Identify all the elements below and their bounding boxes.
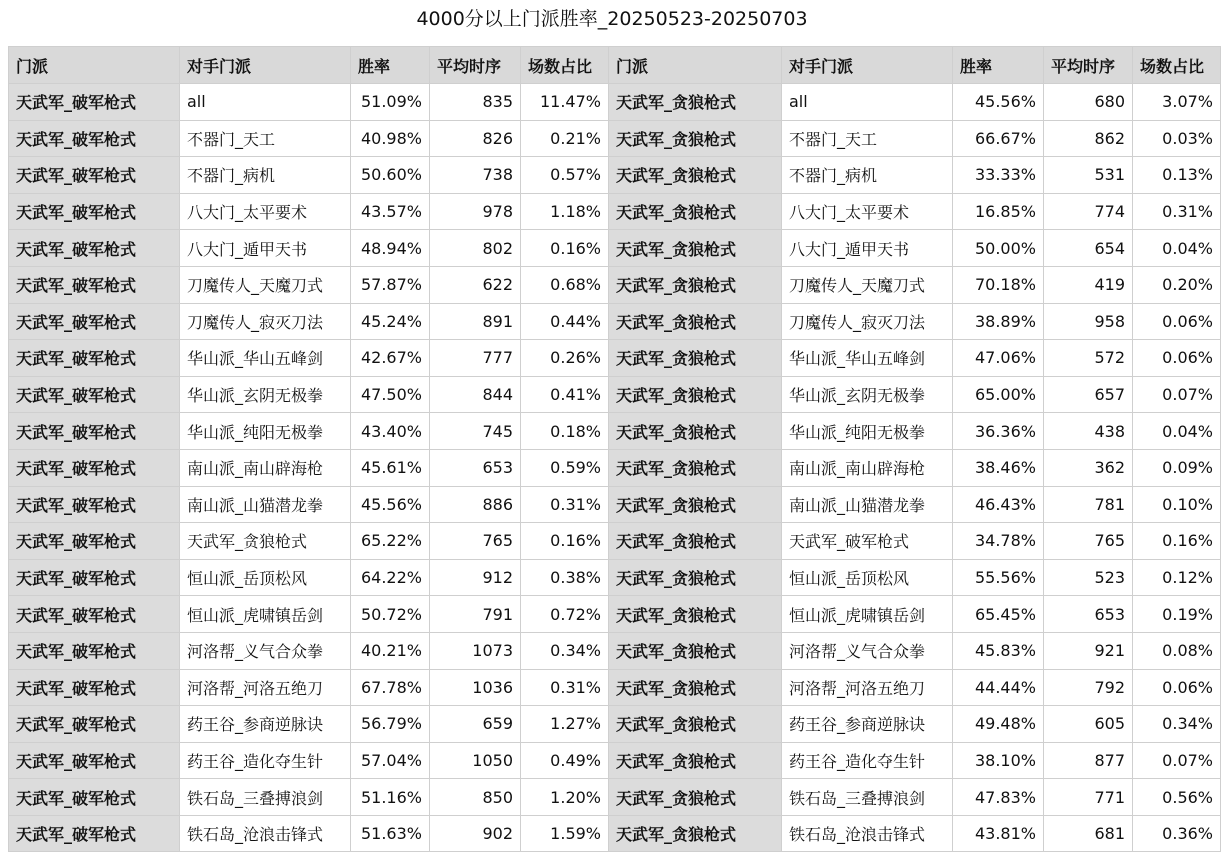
winrate-cell[interactable]: 65.45% xyxy=(953,596,1044,633)
opponent-cell[interactable]: 不器门_天工 xyxy=(180,120,351,157)
winrate-cell[interactable]: 57.04% xyxy=(351,742,430,779)
avg-time-cell[interactable]: 572 xyxy=(1044,340,1133,377)
opponent-cell[interactable]: 不器门_天工 xyxy=(782,120,953,157)
table-row xyxy=(9,449,1221,486)
table-body xyxy=(9,84,1221,852)
school-cell[interactable]: 天武军_贪狼枪式 xyxy=(609,266,782,303)
avg-time-cell[interactable]: 765 xyxy=(1044,523,1133,560)
opponent-cell[interactable]: 铁石岛_三叠搏浪剑 xyxy=(180,779,351,816)
winrate-cell[interactable]: 43.57% xyxy=(351,193,430,230)
school-cell[interactable]: 天武军_贪狼枪式 xyxy=(609,84,782,121)
school-cell[interactable]: 天武军_破军枪式 xyxy=(9,669,180,706)
avg-time-cell[interactable]: 774 xyxy=(1044,193,1133,230)
school-cell[interactable]: 天武军_破军枪式 xyxy=(9,632,180,669)
opponent-cell[interactable]: 刀魔传人_寂灭刀法 xyxy=(180,303,351,340)
winrate-cell[interactable]: 47.83% xyxy=(953,779,1044,816)
opponent-cell[interactable]: 铁石岛_沧浪击锋式 xyxy=(180,815,351,852)
header-winrate[interactable]: 胜率 xyxy=(351,47,430,84)
avg-time-cell[interactable]: 1036 xyxy=(430,669,521,706)
school-cell[interactable]: 天武军_贪狼枪式 xyxy=(609,449,782,486)
school-cell[interactable]: 天武军_破军枪式 xyxy=(9,815,180,852)
winrate-cell[interactable]: 46.43% xyxy=(953,486,1044,523)
match-share-cell[interactable]: 0.36% xyxy=(1133,815,1221,852)
table-row xyxy=(9,742,1221,779)
table-row xyxy=(9,376,1221,413)
match-share-cell[interactable]: 0.49% xyxy=(521,742,609,779)
winrate-cell[interactable]: 40.21% xyxy=(351,632,430,669)
opponent-cell[interactable]: 恒山派_岳顶松风 xyxy=(180,559,351,596)
opponent-cell[interactable]: all xyxy=(782,84,953,121)
winrate-cell[interactable]: 16.85% xyxy=(953,193,1044,230)
school-cell[interactable]: 天武军_贪狼枪式 xyxy=(609,779,782,816)
avg-time-cell[interactable]: 523 xyxy=(1044,559,1133,596)
avg-time-cell[interactable]: 978 xyxy=(430,193,521,230)
avg-time-cell[interactable]: 765 xyxy=(430,523,521,560)
winrate-cell[interactable]: 51.09% xyxy=(351,84,430,121)
match-share-cell[interactable]: 0.04% xyxy=(1133,413,1221,450)
header-avg-time-2[interactable]: 平均时序 xyxy=(1044,47,1133,84)
school-cell[interactable]: 天武军_贪狼枪式 xyxy=(609,340,782,377)
table-row xyxy=(9,84,1221,121)
match-share-cell[interactable]: 0.10% xyxy=(1133,486,1221,523)
opponent-cell[interactable]: 河洛帮_河洛五绝刀 xyxy=(782,669,953,706)
header-opponent[interactable]: 对手门派 xyxy=(180,47,351,84)
match-share-cell[interactable]: 0.31% xyxy=(521,669,609,706)
header-winrate-2[interactable]: 胜率 xyxy=(953,47,1044,84)
winrate-cell[interactable]: 33.33% xyxy=(953,157,1044,194)
match-share-cell[interactable]: 0.13% xyxy=(1133,157,1221,194)
winrate-cell[interactable]: 40.98% xyxy=(351,120,430,157)
opponent-cell[interactable]: 华山派_玄阴无极拳 xyxy=(180,376,351,413)
table-row xyxy=(9,706,1221,743)
winrate-cell[interactable]: 47.50% xyxy=(351,376,430,413)
opponent-cell[interactable]: 南山派_山猫潜龙拳 xyxy=(782,486,953,523)
opponent-cell[interactable]: 河洛帮_义气合众拳 xyxy=(782,632,953,669)
school-cell[interactable]: 天武军_贪狼枪式 xyxy=(609,230,782,267)
winrate-cell[interactable]: 51.63% xyxy=(351,815,430,852)
match-share-cell[interactable]: 0.06% xyxy=(1133,669,1221,706)
table-row xyxy=(9,303,1221,340)
school-cell[interactable]: 天武军_贪狼枪式 xyxy=(609,669,782,706)
opponent-cell[interactable]: 药王谷_造化夺生针 xyxy=(782,742,953,779)
avg-time-cell[interactable]: 738 xyxy=(430,157,521,194)
match-share-cell[interactable]: 0.06% xyxy=(1133,303,1221,340)
table-row xyxy=(9,486,1221,523)
match-share-cell[interactable]: 0.68% xyxy=(521,266,609,303)
school-cell[interactable]: 天武军_破军枪式 xyxy=(9,742,180,779)
opponent-cell[interactable]: 铁石岛_三叠搏浪剑 xyxy=(782,779,953,816)
table-row xyxy=(9,632,1221,669)
winrate-cell[interactable]: 65.00% xyxy=(953,376,1044,413)
avg-time-cell[interactable]: 802 xyxy=(430,230,521,267)
match-share-cell[interactable]: 0.04% xyxy=(1133,230,1221,267)
match-share-cell[interactable]: 0.44% xyxy=(521,303,609,340)
match-share-cell[interactable]: 0.56% xyxy=(1133,779,1221,816)
school-cell[interactable]: 天武军_贪狼枪式 xyxy=(609,706,782,743)
avg-time-cell[interactable]: 902 xyxy=(430,815,521,852)
avg-time-cell[interactable]: 653 xyxy=(430,449,521,486)
school-cell[interactable]: 天武军_破军枪式 xyxy=(9,559,180,596)
winrate-cell[interactable]: 44.44% xyxy=(953,669,1044,706)
winrate-cell[interactable]: 66.67% xyxy=(953,120,1044,157)
school-cell[interactable]: 天武军_破军枪式 xyxy=(9,706,180,743)
match-share-cell[interactable]: 1.27% xyxy=(521,706,609,743)
avg-time-cell[interactable]: 681 xyxy=(1044,815,1133,852)
header-school[interactable]: 门派 xyxy=(9,47,180,84)
avg-time-cell[interactable]: 680 xyxy=(1044,84,1133,121)
avg-time-cell[interactable]: 419 xyxy=(1044,266,1133,303)
winrate-cell[interactable]: 70.18% xyxy=(953,266,1044,303)
opponent-cell[interactable]: 河洛帮_义气合众拳 xyxy=(180,632,351,669)
avg-time-cell[interactable]: 659 xyxy=(430,706,521,743)
opponent-cell[interactable]: 华山派_玄阴无极拳 xyxy=(782,376,953,413)
match-share-cell[interactable]: 0.16% xyxy=(521,230,609,267)
opponent-cell[interactable]: 南山派_山猫潜龙拳 xyxy=(180,486,351,523)
avg-time-cell[interactable]: 862 xyxy=(1044,120,1133,157)
school-cell[interactable]: 天武军_贪狼枪式 xyxy=(609,486,782,523)
page-title: 4000分以上门派胜率_20250523-20250703 xyxy=(416,8,808,30)
school-cell[interactable]: 天武军_贪狼枪式 xyxy=(609,120,782,157)
winrate-cell[interactable]: 45.61% xyxy=(351,449,430,486)
table-row xyxy=(9,193,1221,230)
match-share-cell[interactable]: 0.34% xyxy=(521,632,609,669)
table-row xyxy=(9,669,1221,706)
avg-time-cell[interactable]: 850 xyxy=(430,779,521,816)
opponent-cell[interactable]: 刀魔传人_天魔刀式 xyxy=(782,266,953,303)
school-cell[interactable]: 天武军_破军枪式 xyxy=(9,157,180,194)
table-row xyxy=(9,523,1221,560)
avg-time-cell[interactable]: 886 xyxy=(430,486,521,523)
winrate-cell[interactable]: 43.40% xyxy=(351,413,430,450)
school-cell[interactable]: 天武军_破军枪式 xyxy=(9,303,180,340)
table-row xyxy=(9,157,1221,194)
avg-time-cell[interactable]: 771 xyxy=(1044,779,1133,816)
avg-time-cell[interactable]: 605 xyxy=(1044,706,1133,743)
table-row xyxy=(9,340,1221,377)
match-share-cell[interactable]: 0.07% xyxy=(1133,376,1221,413)
match-share-cell[interactable]: 0.41% xyxy=(521,376,609,413)
school-cell[interactable]: 天武军_破军枪式 xyxy=(9,193,180,230)
winrate-cell[interactable]: 51.16% xyxy=(351,779,430,816)
match-share-cell[interactable]: 0.18% xyxy=(521,413,609,450)
avg-time-cell[interactable]: 791 xyxy=(430,596,521,633)
avg-time-cell[interactable]: 531 xyxy=(1044,157,1133,194)
match-share-cell[interactable]: 1.59% xyxy=(521,815,609,852)
school-cell[interactable]: 天武军_贪狼枪式 xyxy=(609,376,782,413)
match-share-cell[interactable]: 0.19% xyxy=(1133,596,1221,633)
opponent-cell[interactable]: 药王谷_造化夺生针 xyxy=(180,742,351,779)
opponent-cell[interactable]: 南山派_南山辟海枪 xyxy=(782,449,953,486)
winrate-cell[interactable]: 43.81% xyxy=(953,815,1044,852)
opponent-cell[interactable]: 天武军_贪狼枪式 xyxy=(180,523,351,560)
school-cell[interactable]: 天武军_破军枪式 xyxy=(9,120,180,157)
opponent-cell[interactable]: 药王谷_参商逆脉诀 xyxy=(782,706,953,743)
match-share-cell[interactable]: 0.07% xyxy=(1133,742,1221,779)
school-cell[interactable]: 天武军_贪狼枪式 xyxy=(609,413,782,450)
avg-time-cell[interactable]: 1050 xyxy=(430,742,521,779)
match-share-cell[interactable]: 0.16% xyxy=(521,523,609,560)
school-cell[interactable]: 天武军_破军枪式 xyxy=(9,779,180,816)
opponent-cell[interactable]: 华山派_纯阳无极拳 xyxy=(180,413,351,450)
avg-time-cell[interactable]: 777 xyxy=(430,340,521,377)
header-row xyxy=(9,47,1221,84)
opponent-cell[interactable]: 恒山派_岳顶松风 xyxy=(782,559,953,596)
table-row xyxy=(9,266,1221,303)
opponent-cell[interactable]: 华山派_华山五峰剑 xyxy=(782,340,953,377)
table-row xyxy=(9,413,1221,450)
school-cell[interactable]: 天武军_破军枪式 xyxy=(9,376,180,413)
school-cell[interactable]: 天武军_破军枪式 xyxy=(9,449,180,486)
match-share-cell[interactable]: 0.20% xyxy=(1133,266,1221,303)
header-match-share[interactable]: 场数占比 xyxy=(521,47,609,84)
match-share-cell[interactable]: 0.31% xyxy=(1133,193,1221,230)
opponent-cell[interactable]: 恒山派_虎啸镇岳剑 xyxy=(180,596,351,633)
school-cell[interactable]: 天武军_破军枪式 xyxy=(9,266,180,303)
opponent-cell[interactable]: all xyxy=(180,84,351,121)
opponent-cell[interactable]: 南山派_南山辟海枪 xyxy=(180,449,351,486)
school-cell[interactable]: 天武军_贪狼枪式 xyxy=(609,193,782,230)
match-share-cell[interactable]: 3.07% xyxy=(1133,84,1221,121)
school-cell[interactable]: 天武军_破军枪式 xyxy=(9,596,180,633)
winrate-cell[interactable]: 36.36% xyxy=(953,413,1044,450)
winrate-cell[interactable]: 45.83% xyxy=(953,632,1044,669)
school-cell[interactable]: 天武军_破军枪式 xyxy=(9,340,180,377)
winrate-cell[interactable]: 48.94% xyxy=(351,230,430,267)
winrate-cell[interactable]: 50.72% xyxy=(351,596,430,633)
opponent-cell[interactable]: 刀魔传人_天魔刀式 xyxy=(180,266,351,303)
school-cell[interactable]: 天武军_破军枪式 xyxy=(9,523,180,560)
school-cell[interactable]: 天武军_贪狼枪式 xyxy=(609,523,782,560)
school-cell[interactable]: 天武军_贪狼枪式 xyxy=(609,157,782,194)
avg-time-cell[interactable]: 362 xyxy=(1044,449,1133,486)
winrate-cell[interactable]: 38.46% xyxy=(953,449,1044,486)
winrate-cell[interactable]: 42.67% xyxy=(351,340,430,377)
school-cell[interactable]: 天武军_贪狼枪式 xyxy=(609,559,782,596)
opponent-cell[interactable]: 铁石岛_沧浪击锋式 xyxy=(782,815,953,852)
match-share-cell[interactable]: 1.18% xyxy=(521,193,609,230)
winrate-cell[interactable]: 64.22% xyxy=(351,559,430,596)
avg-time-cell[interactable]: 958 xyxy=(1044,303,1133,340)
opponent-cell[interactable]: 天武军_破军枪式 xyxy=(782,523,953,560)
match-share-cell[interactable]: 0.06% xyxy=(1133,340,1221,377)
winrate-cell[interactable]: 55.56% xyxy=(953,559,1044,596)
winrate-cell[interactable]: 67.78% xyxy=(351,669,430,706)
header-avg-time[interactable]: 平均时序 xyxy=(430,47,521,84)
table-row xyxy=(9,559,1221,596)
winrate-cell[interactable]: 50.00% xyxy=(953,230,1044,267)
match-share-cell[interactable]: 0.12% xyxy=(1133,559,1221,596)
winrate-table xyxy=(8,46,1221,852)
opponent-cell[interactable]: 华山派_纯阳无极拳 xyxy=(782,413,953,450)
winrate-cell[interactable]: 38.89% xyxy=(953,303,1044,340)
avg-time-cell[interactable]: 1073 xyxy=(430,632,521,669)
school-cell[interactable]: 天武军_贪狼枪式 xyxy=(609,815,782,852)
opponent-cell[interactable]: 药王谷_参商逆脉诀 xyxy=(180,706,351,743)
match-share-cell[interactable]: 1.20% xyxy=(521,779,609,816)
match-share-cell[interactable]: 0.59% xyxy=(521,449,609,486)
winrate-cell[interactable]: 49.48% xyxy=(953,706,1044,743)
table-row xyxy=(9,815,1221,852)
opponent-cell[interactable]: 八大门_遁甲天书 xyxy=(782,230,953,267)
match-share-cell[interactable]: 0.16% xyxy=(1133,523,1221,560)
avg-time-cell[interactable]: 792 xyxy=(1044,669,1133,706)
winrate-cell[interactable]: 47.06% xyxy=(953,340,1044,377)
match-share-cell[interactable]: 0.38% xyxy=(521,559,609,596)
winrate-cell[interactable]: 50.60% xyxy=(351,157,430,194)
avg-time-cell[interactable]: 653 xyxy=(1044,596,1133,633)
opponent-cell[interactable]: 不器门_病机 xyxy=(782,157,953,194)
avg-time-cell[interactable]: 622 xyxy=(430,266,521,303)
match-share-cell[interactable]: 11.47% xyxy=(521,84,609,121)
opponent-cell[interactable]: 八大门_遁甲天书 xyxy=(180,230,351,267)
school-cell[interactable]: 天武军_破军枪式 xyxy=(9,84,180,121)
match-share-cell[interactable]: 0.09% xyxy=(1133,449,1221,486)
header-opponent-2[interactable]: 对手门派 xyxy=(782,47,953,84)
match-share-cell[interactable]: 0.72% xyxy=(521,596,609,633)
avg-time-cell[interactable]: 657 xyxy=(1044,376,1133,413)
winrate-cell[interactable]: 45.24% xyxy=(351,303,430,340)
winrate-cell[interactable]: 34.78% xyxy=(953,523,1044,560)
opponent-cell[interactable]: 八大门_太平要术 xyxy=(782,193,953,230)
school-cell[interactable]: 天武军_破军枪式 xyxy=(9,486,180,523)
opponent-cell[interactable]: 八大门_太平要术 xyxy=(180,193,351,230)
opponent-cell[interactable]: 不器门_病机 xyxy=(180,157,351,194)
match-share-cell[interactable]: 0.08% xyxy=(1133,632,1221,669)
opponent-cell[interactable]: 恒山派_虎啸镇岳剑 xyxy=(782,596,953,633)
school-cell[interactable]: 天武军_破军枪式 xyxy=(9,230,180,267)
table-row xyxy=(9,596,1221,633)
avg-time-cell[interactable]: 835 xyxy=(430,84,521,121)
match-share-cell[interactable]: 0.26% xyxy=(521,340,609,377)
match-share-cell[interactable]: 0.31% xyxy=(521,486,609,523)
winrate-cell[interactable]: 45.56% xyxy=(351,486,430,523)
winrate-cell[interactable]: 56.79% xyxy=(351,706,430,743)
winrate-cell[interactable]: 38.10% xyxy=(953,742,1044,779)
table-row xyxy=(9,120,1221,157)
winrate-cell[interactable]: 57.87% xyxy=(351,266,430,303)
school-cell[interactable]: 天武军_贪狼枪式 xyxy=(609,596,782,633)
school-cell[interactable]: 天武军_贪狼枪式 xyxy=(609,303,782,340)
opponent-cell[interactable]: 华山派_华山五峰剑 xyxy=(180,340,351,377)
match-share-cell[interactable]: 0.57% xyxy=(521,157,609,194)
table-row xyxy=(9,779,1221,816)
winrate-cell[interactable]: 65.22% xyxy=(351,523,430,560)
table-row xyxy=(9,230,1221,267)
header-match-share-2[interactable]: 场数占比 xyxy=(1133,47,1221,84)
avg-time-cell[interactable]: 654 xyxy=(1044,230,1133,267)
avg-time-cell[interactable]: 844 xyxy=(430,376,521,413)
school-cell[interactable]: 天武军_贪狼枪式 xyxy=(609,632,782,669)
avg-time-cell[interactable]: 921 xyxy=(1044,632,1133,669)
avg-time-cell[interactable]: 877 xyxy=(1044,742,1133,779)
opponent-cell[interactable]: 刀魔传人_寂灭刀法 xyxy=(782,303,953,340)
avg-time-cell[interactable]: 891 xyxy=(430,303,521,340)
avg-time-cell[interactable]: 826 xyxy=(430,120,521,157)
header-school-2[interactable]: 门派 xyxy=(609,47,782,84)
avg-time-cell[interactable]: 438 xyxy=(1044,413,1133,450)
avg-time-cell[interactable]: 912 xyxy=(430,559,521,596)
school-cell[interactable]: 天武军_贪狼枪式 xyxy=(609,742,782,779)
avg-time-cell[interactable]: 745 xyxy=(430,413,521,450)
winrate-cell[interactable]: 45.56% xyxy=(953,84,1044,121)
match-share-cell[interactable]: 0.34% xyxy=(1133,706,1221,743)
opponent-cell[interactable]: 河洛帮_河洛五绝刀 xyxy=(180,669,351,706)
match-share-cell[interactable]: 0.03% xyxy=(1133,120,1221,157)
school-cell[interactable]: 天武军_破军枪式 xyxy=(9,413,180,450)
avg-time-cell[interactable]: 781 xyxy=(1044,486,1133,523)
match-share-cell[interactable]: 0.21% xyxy=(521,120,609,157)
